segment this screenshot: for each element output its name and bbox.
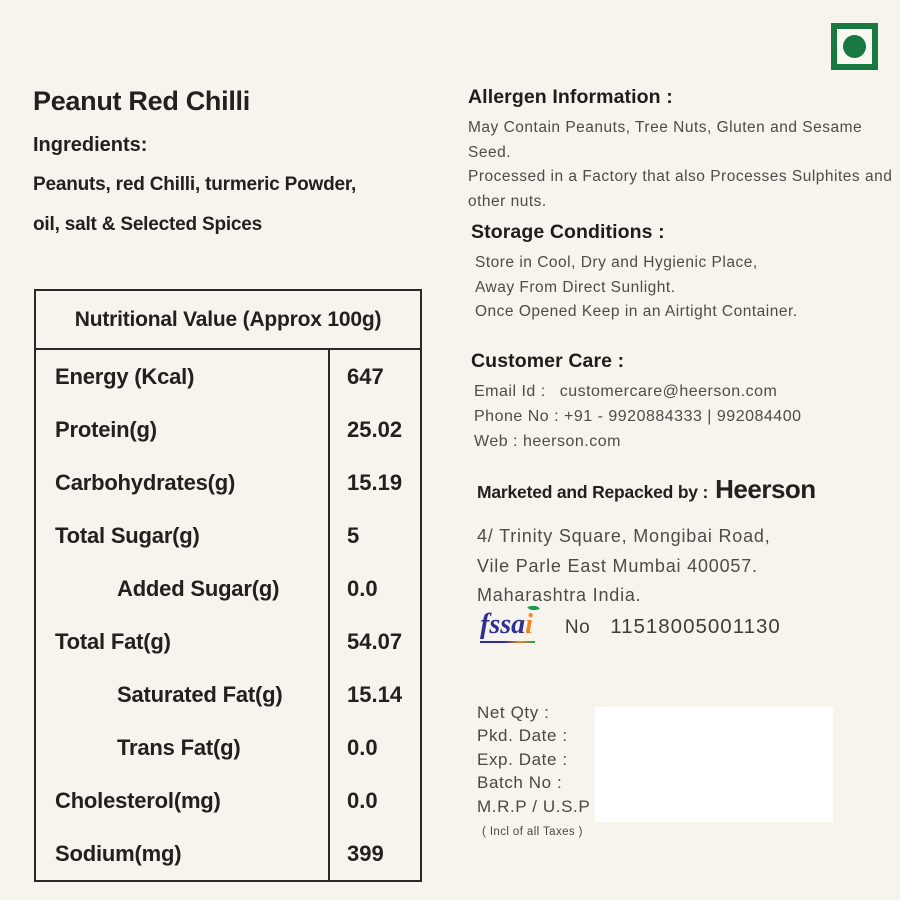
table-row xyxy=(36,827,420,880)
exp-date-label: Exp. Date : xyxy=(477,749,568,769)
table-row xyxy=(36,615,420,668)
nutrient-value: 0.0 xyxy=(328,562,420,615)
nutrient-label: Carbohydrates(g) xyxy=(55,469,236,495)
address-line: Vile Parle East Mumbai 400057. xyxy=(477,555,758,576)
nutrient-label: Cholesterol(mg) xyxy=(55,787,221,813)
table-row xyxy=(36,721,420,774)
veg-mark-icon xyxy=(831,23,878,70)
tax-note: ( Incl of all Taxes ) xyxy=(482,826,583,838)
customer-care-web-row xyxy=(474,430,891,455)
veg-mark-dot xyxy=(843,35,866,58)
nutrient-value: 25.02 xyxy=(328,403,420,456)
nutrient-value: 0.0 xyxy=(328,774,420,827)
allergen-line: other nuts. xyxy=(468,192,547,210)
storage-heading: Storage Conditions : xyxy=(471,221,665,243)
net-qty-label: Net Qty : xyxy=(477,703,550,722)
email-label: Email Id : xyxy=(474,383,546,400)
customer-care-email-row xyxy=(474,380,891,405)
nutrient-value: 15.14 xyxy=(328,668,420,721)
allergen-line: May Contain Peanuts, Tree Nuts, Gluten and Sesame Seed. xyxy=(468,119,863,161)
email-value: customercare@heerson.com xyxy=(559,383,778,400)
nutrition-table-body xyxy=(36,350,420,880)
nutrient-label: Sodium(mg) xyxy=(55,840,182,866)
nutrient-label: Energy (Kcal) xyxy=(55,363,195,389)
fssai-underline xyxy=(480,641,535,644)
table-row xyxy=(36,403,420,456)
pkd-date-label: Pkd. Date : xyxy=(477,726,568,746)
allergen-line: Processed in a Factory that also Processes Sulphites and xyxy=(468,168,893,185)
nutrient-value: 5 xyxy=(328,509,420,562)
phone-label: Phone No : xyxy=(474,407,560,425)
storage-body xyxy=(471,251,891,325)
ingredients-label: Ingredients: xyxy=(33,134,148,156)
table-row xyxy=(36,509,420,562)
customer-care-section xyxy=(471,350,891,454)
nutrient-label: Saturated Fat(g) xyxy=(117,681,283,707)
product-title: Peanut Red Chilli xyxy=(33,86,250,116)
fssai-licence-row xyxy=(480,610,781,643)
ingredients-line: oil, salt & Selected Spices xyxy=(33,214,263,235)
nutrient-value: 399 xyxy=(328,827,420,880)
nutrient-value: 0.0 xyxy=(328,721,420,774)
allergen-body xyxy=(468,116,893,214)
storage-line: Once Opened Keep in an Airtight Container. xyxy=(475,303,798,320)
nutrient-label: Total Fat(g) xyxy=(55,628,171,654)
nutrition-table xyxy=(34,289,422,882)
mrp-label: M.R.P / U.S.P xyxy=(477,796,591,816)
ingredients-line: Peanuts, red Chilli, turmeric Powder, xyxy=(33,174,357,195)
storage-line: Away From Direct Sunlight. xyxy=(475,278,676,296)
web-value: heerson.com xyxy=(522,432,621,450)
nutrient-label: Trans Fat(g) xyxy=(117,734,241,760)
nutrition-table-header: Nutritional Value (Approx 100g) xyxy=(36,291,420,350)
phone-value: +91 - 9920884333 | 992084400 xyxy=(564,407,802,425)
allergen-heading: Allergen Information : xyxy=(468,86,673,108)
address-line: Maharashtra India. xyxy=(477,585,642,605)
batch-no-label: Batch No : xyxy=(477,773,563,793)
pack-info-block xyxy=(477,701,590,818)
fssai-logo-text: fssa xyxy=(480,609,526,640)
nutrient-value: 647 xyxy=(328,350,420,403)
fssai-licence-number: 11518005001130 xyxy=(610,615,781,638)
fssai-logo-icon xyxy=(480,610,535,643)
address-block xyxy=(477,522,771,611)
storage-section xyxy=(471,221,891,325)
nutrient-label: Added Sugar(g) xyxy=(117,575,280,601)
customer-care-body xyxy=(471,380,891,454)
fssai-logo-i: i xyxy=(525,609,533,640)
pack-details-blank-box xyxy=(595,707,833,822)
fssai-no-label: No xyxy=(564,617,591,638)
nutrient-label: Total Sugar(g) xyxy=(55,522,200,548)
customer-care-phone-row xyxy=(474,405,891,430)
marketed-by-row xyxy=(477,474,816,505)
allergen-section xyxy=(468,86,893,214)
nutrient-label: Protein(g) xyxy=(55,416,157,442)
storage-line: Store in Cool, Dry and Hygienic Place, xyxy=(475,254,758,271)
table-row xyxy=(36,668,420,721)
customer-care-heading: Customer Care : xyxy=(471,350,625,372)
table-row xyxy=(36,350,420,403)
brand-name: Heerson xyxy=(715,474,816,504)
web-label: Web : xyxy=(474,432,518,450)
nutrient-value: 15.19 xyxy=(328,456,420,509)
nutrient-value: 54.07 xyxy=(328,615,420,668)
table-row xyxy=(36,774,420,827)
table-row xyxy=(36,562,420,615)
table-row xyxy=(36,456,420,509)
marketed-by-label: Marketed and Repacked by : xyxy=(477,482,709,502)
address-line: 4/ Trinity Square, Mongibai Road, xyxy=(477,526,771,546)
